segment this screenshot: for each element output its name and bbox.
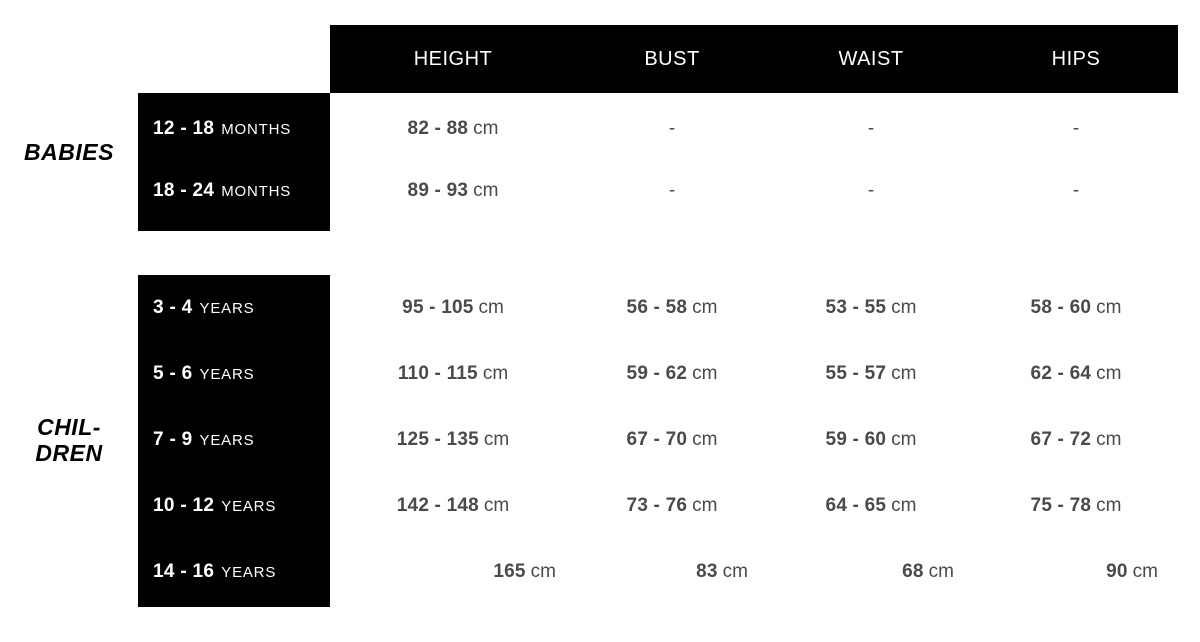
cell-unit: cm — [891, 363, 917, 384]
column-header-waist: WAIST — [838, 47, 904, 70]
cell-unit: cm — [473, 180, 499, 201]
table-row — [330, 341, 1178, 407]
table-row — [330, 407, 1178, 473]
cell-waist — [768, 561, 974, 583]
cell-waist — [768, 495, 974, 517]
cell-hips — [974, 495, 1178, 517]
age-unit: YEARS — [199, 431, 255, 449]
table-row — [330, 98, 1178, 160]
cell-hips — [974, 180, 1178, 202]
cell-value: 64 - 65 — [825, 495, 887, 516]
age-unit: YEARS — [199, 299, 255, 317]
column-header-bust: BUST — [644, 47, 700, 70]
cell-value: 53 - 55 — [825, 297, 887, 318]
age-unit: MONTHS — [221, 182, 292, 200]
cell-bust — [576, 363, 768, 385]
cell-unit: cm — [692, 429, 718, 450]
group-label-babies: BABIES — [24, 139, 114, 165]
cell-height — [330, 495, 576, 517]
cell-hips — [974, 429, 1178, 451]
cell-height — [330, 180, 576, 202]
age-row — [138, 160, 330, 222]
cell-height — [330, 561, 576, 583]
age-unit: YEARS — [221, 563, 277, 581]
cell-unit: cm — [722, 561, 748, 582]
cell-value: 67 - 72 — [1030, 429, 1092, 450]
cell-unit: cm — [1096, 495, 1122, 516]
cell-unit: cm — [692, 363, 718, 384]
cell-value: 89 - 93 — [407, 180, 469, 201]
cell-waist — [768, 363, 974, 385]
cell-hips — [974, 561, 1178, 583]
cell-bust — [576, 297, 768, 319]
age-unit: YEARS — [199, 365, 255, 383]
cell-height — [330, 118, 576, 140]
cell-unit: cm — [483, 495, 510, 516]
cell-value: 55 - 57 — [825, 363, 887, 384]
cell-value: 82 - 88 — [407, 118, 469, 139]
cell-value: - — [668, 180, 676, 201]
measurements-children — [330, 275, 1178, 605]
cell-unit: cm — [483, 429, 510, 450]
cell-unit: cm — [1132, 561, 1158, 582]
cell-value: 95 - 105 — [402, 297, 474, 318]
cell-unit: cm — [891, 297, 917, 318]
cell-value: - — [1072, 118, 1080, 139]
cell-unit: cm — [891, 429, 917, 450]
cell-unit: cm — [473, 118, 499, 139]
cell-value: - — [867, 118, 875, 139]
age-row — [138, 275, 330, 341]
cell-value: 165 — [493, 561, 526, 582]
cell-height — [330, 429, 576, 451]
cell-value: 59 - 62 — [626, 363, 688, 384]
age-row — [138, 473, 330, 539]
cell-value: 142 - 148 — [396, 495, 479, 516]
age-row — [138, 407, 330, 473]
cell-height — [330, 297, 576, 319]
age-number: 5 - 6 — [153, 363, 193, 384]
cell-bust — [576, 118, 768, 140]
cell-value: 62 - 64 — [1030, 363, 1092, 384]
age-unit: YEARS — [221, 497, 277, 515]
cell-waist — [768, 118, 974, 140]
cell-height — [330, 363, 576, 385]
column-header-hips: HIPS — [1051, 47, 1101, 70]
table-header — [330, 25, 1178, 93]
table-row — [330, 539, 1178, 605]
cell-value: 110 - 115 — [397, 363, 478, 384]
age-unit: MONTHS — [221, 120, 292, 138]
cell-unit: cm — [1096, 297, 1122, 318]
cell-value: 90 — [1106, 561, 1128, 582]
cell-value: 58 - 60 — [1030, 297, 1092, 318]
cell-value: - — [668, 118, 676, 139]
cell-value: 68 — [902, 561, 924, 582]
cell-unit: cm — [478, 297, 504, 318]
age-row — [138, 98, 330, 160]
age-number: 12 - 18 — [153, 118, 215, 139]
cell-value: 56 - 58 — [626, 297, 688, 318]
cell-unit: cm — [1096, 429, 1122, 450]
cell-value: 73 - 76 — [626, 495, 688, 516]
cell-hips — [974, 363, 1178, 385]
group-label-children-line2: DREN — [35, 439, 103, 466]
cell-unit: cm — [692, 495, 718, 516]
age-column-babies — [138, 93, 330, 231]
age-column-children — [138, 275, 330, 607]
table-row — [330, 160, 1178, 222]
group-label-children-line1: CHIL- — [37, 414, 101, 440]
cell-unit: cm — [482, 363, 509, 384]
cell-waist — [768, 429, 974, 451]
cell-value: 67 - 70 — [626, 429, 688, 450]
cell-unit: cm — [1096, 363, 1122, 384]
cell-unit: cm — [928, 561, 954, 582]
age-number: 10 - 12 — [153, 495, 215, 516]
cell-waist — [768, 180, 974, 202]
age-row — [138, 539, 330, 605]
age-number: 3 - 4 — [153, 297, 193, 318]
cell-hips — [974, 297, 1178, 319]
age-number: 14 - 16 — [153, 561, 215, 582]
column-header-height: HEIGHT — [413, 47, 493, 70]
cell-bust — [576, 429, 768, 451]
age-row — [138, 341, 330, 407]
cell-value: 59 - 60 — [825, 429, 887, 450]
measurements-babies — [330, 93, 1178, 222]
cell-bust — [576, 495, 768, 517]
cell-unit: cm — [530, 561, 556, 582]
cell-value: 125 - 135 — [396, 429, 479, 450]
cell-unit: cm — [692, 297, 718, 318]
table-row — [330, 275, 1178, 341]
cell-unit: cm — [891, 495, 917, 516]
group-label-children — [0, 415, 138, 467]
cell-hips — [974, 118, 1178, 140]
cell-value: 75 - 78 — [1030, 495, 1092, 516]
cell-value: 83 — [696, 561, 718, 582]
cell-bust — [576, 180, 768, 202]
age-number: 7 - 9 — [153, 429, 193, 450]
age-number: 18 - 24 — [153, 180, 215, 201]
cell-value: - — [1072, 180, 1080, 201]
table-row — [330, 473, 1178, 539]
header-row — [330, 25, 1178, 93]
cell-bust — [576, 561, 768, 583]
cell-value: - — [867, 180, 875, 201]
cell-waist — [768, 297, 974, 319]
